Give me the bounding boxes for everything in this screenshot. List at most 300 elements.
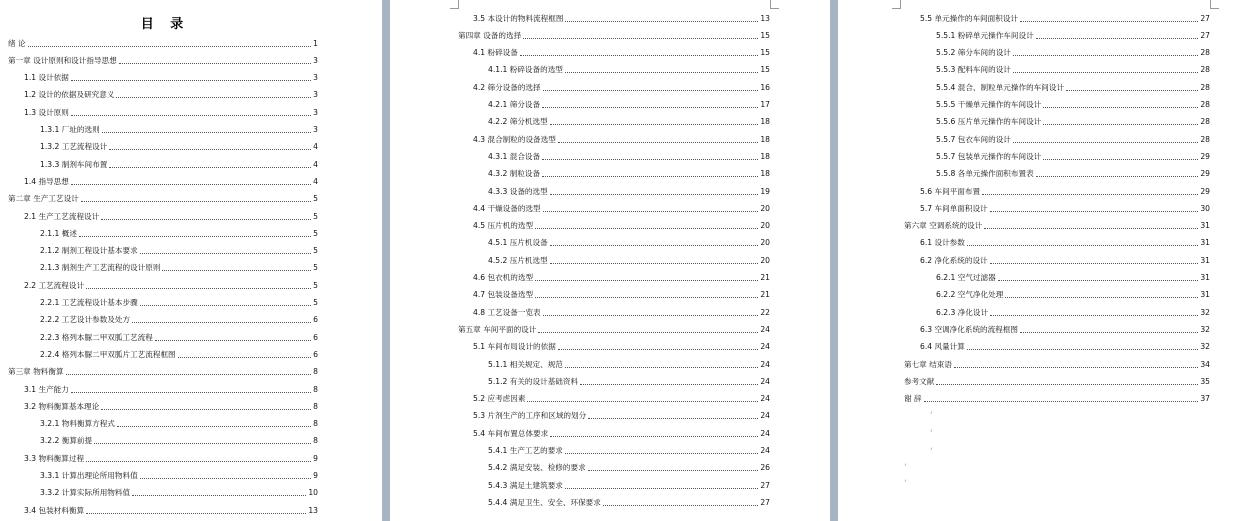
toc-dot-leader (565, 488, 758, 489)
toc-entry[interactable] (473, 426, 770, 440)
toc-entry-page-number: 28 (1200, 82, 1210, 92)
paragraph-mark: ʴ (930, 410, 933, 418)
toc-entry-title: 6.3 空调净化系统的流程框图 (920, 324, 1019, 334)
toc-entry-title: 5.5.5 干燥单元操作的车间设计 (936, 100, 1042, 109)
toc-entry[interactable] (488, 236, 770, 250)
toc-entry-page-number: 31 (1200, 255, 1210, 265)
toc-entry-page-number: 13 (308, 505, 318, 515)
toc-dot-leader (558, 142, 758, 143)
toc-entry-title: 5.5.6 压片单元操作的车间设计 (936, 117, 1042, 127)
paragraph-mark: ʴ (930, 446, 933, 454)
toc-entry[interactable] (936, 149, 1210, 163)
toc-entry-title: 6.2 净化系统的设计 (920, 255, 988, 265)
toc-dot-leader (155, 340, 311, 341)
toc-entry-title: 4.3.1 混合设备 (488, 151, 541, 161)
toc-entry-page-number: 29 (1200, 169, 1210, 179)
toc-entry-title: 1.1 设计依据 (24, 73, 69, 83)
paragraph-mark: ʴ (904, 478, 907, 486)
toc-dot-leader (1043, 107, 1198, 108)
toc-entry-page-number: 28 (1200, 100, 1210, 109)
toc-entry-title: 4.3 混合制粒的设备选型 (473, 134, 556, 144)
toc-entry[interactable] (24, 451, 318, 465)
toc-dot-leader (550, 124, 759, 125)
toc-dot-leader (565, 72, 758, 73)
toc-entry-page-number: 24 (760, 342, 770, 352)
toc-entry-page-number: 5 (313, 298, 318, 307)
toc-entry-title: 3.3.1 计算出理论所用物料值 (40, 471, 138, 480)
toc-entry-page-number: 27 (1200, 13, 1210, 23)
toc-entry-page-number: 8 (313, 367, 318, 377)
toc-entry-page-number: 27 (760, 480, 770, 490)
toc-dot-leader (1043, 124, 1198, 125)
toc-entry-title: 5.1.2 有关的设计基础资料 (488, 376, 579, 386)
toc-entry-title: 1.2 设计的依据及研究意义 (24, 90, 115, 100)
toc-entry-title: 3.2 物料衡算基本理论 (24, 401, 100, 411)
toc-entry-page-number: 27 (760, 497, 770, 507)
toc-entry[interactable] (40, 296, 318, 310)
toc-dot-leader (71, 115, 311, 116)
toc-entry-title: 5.4.2 满足安装、检修的要求 (488, 463, 586, 473)
toc-entry-page-number: 32 (1200, 342, 1210, 352)
toc-dot-leader (967, 245, 1198, 246)
toc-dot-leader (119, 63, 311, 64)
toc-entry-page-number: 4 (313, 176, 318, 186)
toc-dot-leader (603, 505, 758, 506)
toc-dot-leader (101, 219, 311, 220)
toc-dot-leader (71, 184, 311, 185)
toc-entry-title: 2.1.1 概述 (40, 228, 77, 238)
toc-entry-page-number: 24 (760, 376, 770, 386)
toc-dot-leader (535, 297, 758, 298)
toc-entry-title: 4.3.3 设备的选型 (488, 186, 548, 196)
toc-entry-page-number: 5 (313, 263, 318, 273)
toc-entry-page-number: 5 (313, 228, 318, 238)
toc-entry[interactable] (904, 219, 1210, 233)
toc-entry[interactable] (40, 123, 318, 137)
toc-dot-leader (523, 38, 758, 39)
toc-entry[interactable] (8, 36, 318, 50)
toc-entry[interactable] (920, 201, 1210, 215)
toc-entry-title: 谢 辞 (904, 394, 922, 404)
toc-dot-leader (178, 357, 312, 358)
toc-entry-page-number: 28 (1200, 134, 1210, 144)
toc-entry-title: 参考文献 (904, 376, 935, 386)
toc-entry[interactable] (488, 115, 770, 129)
toc-entry-title: 5.5 单元操作的车间面积设计 (920, 13, 1019, 23)
toc-entry[interactable] (24, 174, 318, 188)
toc-entry-title: 2.1.2 制剂工程设计基本要求 (40, 246, 138, 256)
toc-dot-leader (1020, 21, 1198, 22)
page-gap-1 (382, 0, 390, 521)
toc-entry-title: 5.4 车间布置总体要求 (473, 428, 549, 438)
toc-entry-title: 第四章 设备的选择 (458, 30, 522, 40)
toc-entry[interactable] (40, 434, 318, 448)
toc-entry-page-number: 18 (760, 117, 770, 127)
toc-entry-title: 5.5.7 包衣车间的设计 (936, 134, 1011, 144)
toc-entry-page-number: 24 (760, 324, 770, 334)
toc-entry[interactable] (40, 244, 318, 258)
toc-entry-title: 6.1 设计参数 (920, 238, 965, 248)
toc-entry-page-number: 8 (313, 401, 318, 411)
toc-dot-leader (967, 349, 1198, 350)
toc-dot-leader (565, 453, 758, 454)
toc-entry-title: 4.1 粉碎设备 (473, 48, 518, 58)
toc-entry[interactable] (24, 278, 318, 292)
document-page-2 (390, 0, 830, 521)
toc-entry[interactable] (24, 88, 318, 102)
toc-entry-title: 4.7 包装设备选型 (473, 290, 534, 300)
document-page-1 (0, 0, 330, 521)
toc-dot-leader (538, 332, 758, 333)
toc-entry[interactable] (936, 63, 1210, 77)
toc-entry-title: 4.1.1 粉碎设备的选型 (488, 65, 563, 75)
toc-entry-title: 3.3.2 计算实际所用物料值 (40, 488, 131, 498)
toc-entry-page-number: 17 (760, 100, 770, 109)
toc-dot-leader (588, 418, 758, 419)
toc-entry[interactable] (920, 340, 1210, 354)
toc-entry-title: 2.2.2 工艺设计参数及处方 (40, 315, 131, 325)
toc-entry-page-number: 8 (313, 384, 318, 394)
toc-entry-page-number: 31 (1200, 238, 1210, 248)
toc-entry-page-number: 3 (313, 73, 318, 83)
toc-entry-title: 第三章 物料衡算 (8, 367, 64, 377)
toc-dot-leader (550, 436, 758, 437)
toc-entry-page-number: 8 (313, 419, 318, 429)
toc-dot-leader (86, 288, 311, 289)
toc-entry-page-number: 20 (760, 203, 770, 213)
toc-entry-page-number: 3 (313, 90, 318, 100)
toc-dot-leader (162, 270, 311, 271)
toc-entry[interactable] (473, 305, 770, 319)
toc-entry-title: 2.2.1 工艺流程设计基本步骤 (40, 298, 138, 307)
toc-entry[interactable] (40, 330, 318, 344)
toc-entry[interactable] (936, 167, 1210, 181)
toc-entry-title: 4.2 筛分设备的选择 (473, 82, 541, 92)
toc-entry-page-number: 16 (760, 82, 770, 92)
toc-dot-leader (132, 322, 311, 323)
toc-entry-title: 3.3 物料衡算过程 (24, 453, 85, 463)
toc-dot-leader (990, 263, 1199, 264)
toc-entry-title: 3.1 生产能力 (24, 384, 69, 394)
toc-entry-title: 1.3.1 厂址的选则 (40, 125, 100, 134)
toc-entry[interactable] (473, 46, 770, 60)
toc-entry-title: 5.5.8 各单元操作面积布置表 (936, 169, 1034, 179)
toc-entry-title: 4.6 包衣机的选型 (473, 273, 534, 282)
toc-entry-title: 2.2.3 格列本脲二甲双胍工艺流程 (40, 332, 153, 342)
toc-entry-title: 3.4 包装材料衡算 (24, 505, 85, 515)
toc-entry[interactable] (8, 365, 318, 379)
toc-entry-page-number: 24 (760, 411, 770, 421)
toc-entry-title: 4.5.1 压片机设备 (488, 238, 548, 248)
toc-dot-leader (558, 349, 758, 350)
toc-dot-leader (140, 253, 311, 254)
toc-entry-page-number: 5 (313, 246, 318, 256)
toc-entry[interactable] (473, 11, 770, 25)
toc-dot-leader (543, 315, 759, 316)
toc-entry[interactable] (40, 261, 318, 275)
toc-entry[interactable] (488, 63, 770, 77)
toc-entry[interactable] (473, 409, 770, 423)
toc-dot-leader (117, 426, 311, 427)
toc-entry-title: 绪 论 (8, 38, 26, 48)
toc-entry[interactable] (904, 374, 1210, 388)
toc-dot-leader (550, 194, 759, 195)
toc-dot-leader (102, 132, 311, 133)
page-corner-mark (1210, 0, 1219, 9)
toc-title: 目 录 (140, 17, 190, 32)
toc-entry-page-number: 20 (760, 238, 770, 248)
toc-entry-title: 2.1 生产工艺流程设计 (24, 211, 100, 221)
toc-entry-title: 6.2.1 空气过滤器 (936, 273, 996, 282)
toc-entry-title: 6.2.2 空气净化处理 (936, 290, 1004, 300)
toc-entry[interactable] (458, 322, 770, 336)
toc-dot-leader (550, 245, 759, 246)
toc-entry-page-number: 27 (1200, 30, 1210, 40)
toc-entry[interactable] (24, 71, 318, 85)
toc-entry-page-number: 19 (760, 186, 770, 196)
toc-entry-page-number: 18 (760, 169, 770, 179)
toc-entry-page-number: 34 (1200, 359, 1210, 369)
toc-entry-page-number: 32 (1200, 324, 1210, 334)
toc-entry-page-number: 3 (313, 107, 318, 117)
toc-dot-leader (140, 305, 311, 306)
toc-entry-title: 4.2.2 筛分机选型 (488, 117, 548, 127)
toc-entry[interactable] (936, 271, 1210, 285)
toc-entry-title: 5.4.4 满足卫生、安全、环保要求 (488, 497, 601, 507)
toc-entry-page-number: 9 (313, 471, 318, 480)
toc-dot-leader (998, 280, 1199, 281)
toc-entry-page-number: 10 (308, 488, 318, 498)
toc-entry[interactable] (488, 461, 770, 475)
toc-entry[interactable] (936, 288, 1210, 302)
paragraph-mark: ʴ (930, 428, 933, 436)
toc-entry-title: 6.4 风量计算 (920, 342, 965, 352)
toc-dot-leader (71, 392, 311, 393)
toc-entry-page-number: 28 (1200, 65, 1210, 75)
toc-entry-title: 1.4 指导思想 (24, 176, 69, 186)
toc-entry-title: 5.6 车间平面布置 (920, 186, 981, 196)
toc-entry[interactable] (458, 28, 770, 42)
toc-dot-leader (28, 46, 312, 47)
toc-entry-page-number: 5 (313, 194, 318, 204)
toc-dot-leader (109, 149, 311, 150)
toc-dot-leader (1036, 38, 1199, 39)
toc-entry[interactable] (24, 399, 318, 413)
toc-entry-page-number: 13 (760, 13, 770, 23)
toc-entry[interactable] (920, 184, 1210, 198)
toc-dot-leader (1013, 55, 1198, 56)
toc-entry-page-number: 6 (313, 332, 318, 342)
toc-entry[interactable] (904, 357, 1210, 371)
toc-entry[interactable] (40, 313, 318, 327)
toc-entry[interactable] (488, 253, 770, 267)
toc-entry-title: 5.2 应考虑因素 (473, 394, 526, 404)
toc-entry-title: 5.5.2 筛分车间的设计 (936, 48, 1011, 58)
toc-entry-page-number: 29 (1200, 151, 1210, 161)
toc-dot-leader (588, 470, 759, 471)
toc-entry-title: 4.5 压片机的选型 (473, 221, 534, 231)
toc-entry[interactable] (488, 98, 770, 112)
toc-entry[interactable] (488, 167, 770, 181)
toc-dot-leader (543, 211, 759, 212)
document-page-3 (838, 0, 1235, 521)
toc-entry-page-number: 3 (313, 55, 318, 65)
toc-dot-leader (86, 461, 311, 462)
toc-entry-page-number: 4 (313, 142, 318, 152)
toc-dot-leader (535, 280, 758, 281)
toc-dot-leader (79, 236, 311, 237)
toc-dot-leader (66, 374, 312, 375)
toc-entry-page-number: 4 (313, 159, 318, 169)
toc-entry-page-number: 9 (313, 453, 318, 463)
toc-entry[interactable] (488, 357, 770, 371)
toc-entry-page-number: 29 (1200, 186, 1210, 196)
toc-entry-title: 第五章 车间平面的设计 (458, 324, 537, 334)
toc-entry[interactable] (488, 184, 770, 198)
toc-dot-leader (936, 384, 1198, 385)
page-corner-mark (770, 0, 779, 9)
toc-entry[interactable] (473, 201, 770, 215)
toc-entry[interactable] (40, 486, 318, 500)
toc-entry-page-number: 18 (760, 151, 770, 161)
toc-entry[interactable] (488, 444, 770, 458)
toc-entry[interactable] (936, 98, 1210, 112)
toc-entry-title: 5.1.1 相关规定、规范 (488, 359, 563, 369)
toc-entry-title: 6.2.3 净化设计 (936, 307, 989, 317)
toc-entry[interactable] (488, 149, 770, 163)
toc-entry[interactable] (24, 209, 318, 223)
toc-entry-page-number: 24 (760, 359, 770, 369)
toc-entry-page-number: 18 (760, 134, 770, 144)
toc-entry-page-number: 22 (760, 307, 770, 317)
toc-entry-title: 4.5.2 压片机选型 (488, 255, 548, 265)
paragraph-mark: ʴ (904, 462, 907, 470)
toc-entry-page-number: 31 (1200, 221, 1210, 231)
toc-entry-title: 第七章 结束语 (904, 359, 952, 369)
toc-entry-page-number: 24 (760, 446, 770, 455)
toc-entry[interactable] (920, 322, 1210, 336)
toc-entry-page-number: 31 (1200, 290, 1210, 300)
toc-entry-page-number: 15 (760, 30, 770, 40)
toc-entry-title: 4.4 干燥设备的选型 (473, 203, 541, 213)
toc-entry-title: 5.5.7 包装单元操作的车间设计 (936, 151, 1042, 161)
toc-dot-leader (71, 80, 311, 81)
toc-dot-leader (565, 21, 758, 22)
toc-entry-title: 2.1.3 制剂生产工艺流程的设计原则 (40, 263, 161, 273)
toc-entry[interactable] (920, 236, 1210, 250)
toc-entry[interactable] (904, 392, 1210, 406)
toc-entry-page-number: 1 (313, 38, 318, 48)
toc-entry-page-number: 5 (313, 211, 318, 221)
toc-entry-page-number: 20 (760, 221, 770, 231)
toc-dot-leader (982, 194, 1198, 195)
toc-entry-title: 5.4.3 满足土建筑要求 (488, 480, 563, 490)
toc-dot-leader (1066, 90, 1198, 91)
toc-entry[interactable] (8, 192, 318, 206)
toc-entry[interactable] (40, 157, 318, 171)
toc-entry-page-number: 31 (1200, 273, 1210, 282)
toc-entry[interactable] (473, 219, 770, 233)
toc-entry[interactable] (40, 469, 318, 483)
toc-entry-page-number: 24 (760, 428, 770, 438)
toc-dot-leader (1005, 297, 1198, 298)
toc-entry[interactable] (488, 495, 770, 509)
toc-entry-title: 4.2.1 筛分设备 (488, 100, 541, 109)
toc-entry[interactable] (473, 392, 770, 406)
toc-entry-page-number: 5 (313, 280, 318, 290)
toc-entry-title: 5.4.1 生产工艺的要求 (488, 446, 563, 455)
toc-dot-leader (132, 495, 306, 496)
toc-entry[interactable] (24, 503, 318, 517)
toc-entry[interactable] (24, 105, 318, 119)
toc-entry-page-number: 6 (313, 349, 318, 359)
toc-entry[interactable] (40, 417, 318, 431)
toc-entry[interactable] (936, 132, 1210, 146)
toc-entry[interactable] (936, 305, 1210, 319)
toc-entry[interactable] (473, 80, 770, 94)
toc-entry-page-number: 8 (313, 436, 318, 446)
page-gap-2 (830, 0, 838, 521)
toc-entry[interactable] (473, 288, 770, 302)
toc-entry-title: 4.3.2 制粒设备 (488, 169, 541, 179)
toc-entry-page-number: 21 (760, 290, 770, 300)
toc-dot-leader (542, 176, 758, 177)
toc-entry[interactable] (40, 347, 318, 361)
toc-entry-page-number: 28 (1200, 117, 1210, 127)
toc-dot-leader (86, 513, 306, 514)
toc-dot-leader (535, 228, 758, 229)
page-corner-mark (450, 0, 459, 9)
toc-entry-title: 5.3 片剂生产的工序和区域的划分 (473, 411, 587, 421)
toc-entry[interactable] (920, 11, 1210, 25)
toc-dot-leader (990, 315, 1198, 316)
toc-entry[interactable] (488, 478, 770, 492)
toc-entry[interactable] (488, 374, 770, 388)
toc-entry-page-number: 15 (760, 65, 770, 75)
toc-entry-page-number: 30 (1200, 203, 1210, 213)
toc-entry[interactable] (920, 253, 1210, 267)
toc-dot-leader (81, 201, 311, 202)
toc-entry-title: 4.8 工艺设备一览表 (473, 307, 541, 317)
toc-dot-leader (101, 409, 311, 410)
toc-entry-page-number: 37 (1200, 394, 1210, 404)
toc-dot-leader (116, 97, 311, 98)
toc-entry-title: 1.3.2 工艺流程设计 (40, 142, 108, 152)
toc-entry-title: 第二章 生产工艺设计 (8, 194, 79, 204)
toc-entry[interactable] (40, 140, 318, 154)
toc-entry-page-number: 24 (760, 394, 770, 404)
toc-entry[interactable] (24, 382, 318, 396)
toc-entry[interactable] (473, 271, 770, 285)
toc-entry[interactable] (473, 340, 770, 354)
toc-entry[interactable] (8, 53, 318, 67)
toc-entry-page-number: 21 (760, 273, 770, 282)
toc-entry-title: 3.2.1 物料衡算方程式 (40, 419, 115, 429)
toc-entry[interactable] (936, 28, 1210, 42)
toc-entry[interactable] (936, 115, 1210, 129)
toc-entry-title: 第六章 空调系统的设计 (904, 221, 983, 231)
toc-dot-leader (1013, 142, 1198, 143)
toc-dot-leader (580, 384, 758, 385)
toc-entry[interactable] (936, 46, 1210, 60)
toc-dot-leader (1020, 332, 1198, 333)
toc-entry[interactable] (40, 226, 318, 240)
toc-entry[interactable] (473, 132, 770, 146)
toc-dot-leader (542, 159, 758, 160)
toc-entry-title: 1.3 设计原则 (24, 107, 69, 117)
toc-entry[interactable] (936, 80, 1210, 94)
toc-entry-page-number: 32 (1200, 307, 1210, 317)
